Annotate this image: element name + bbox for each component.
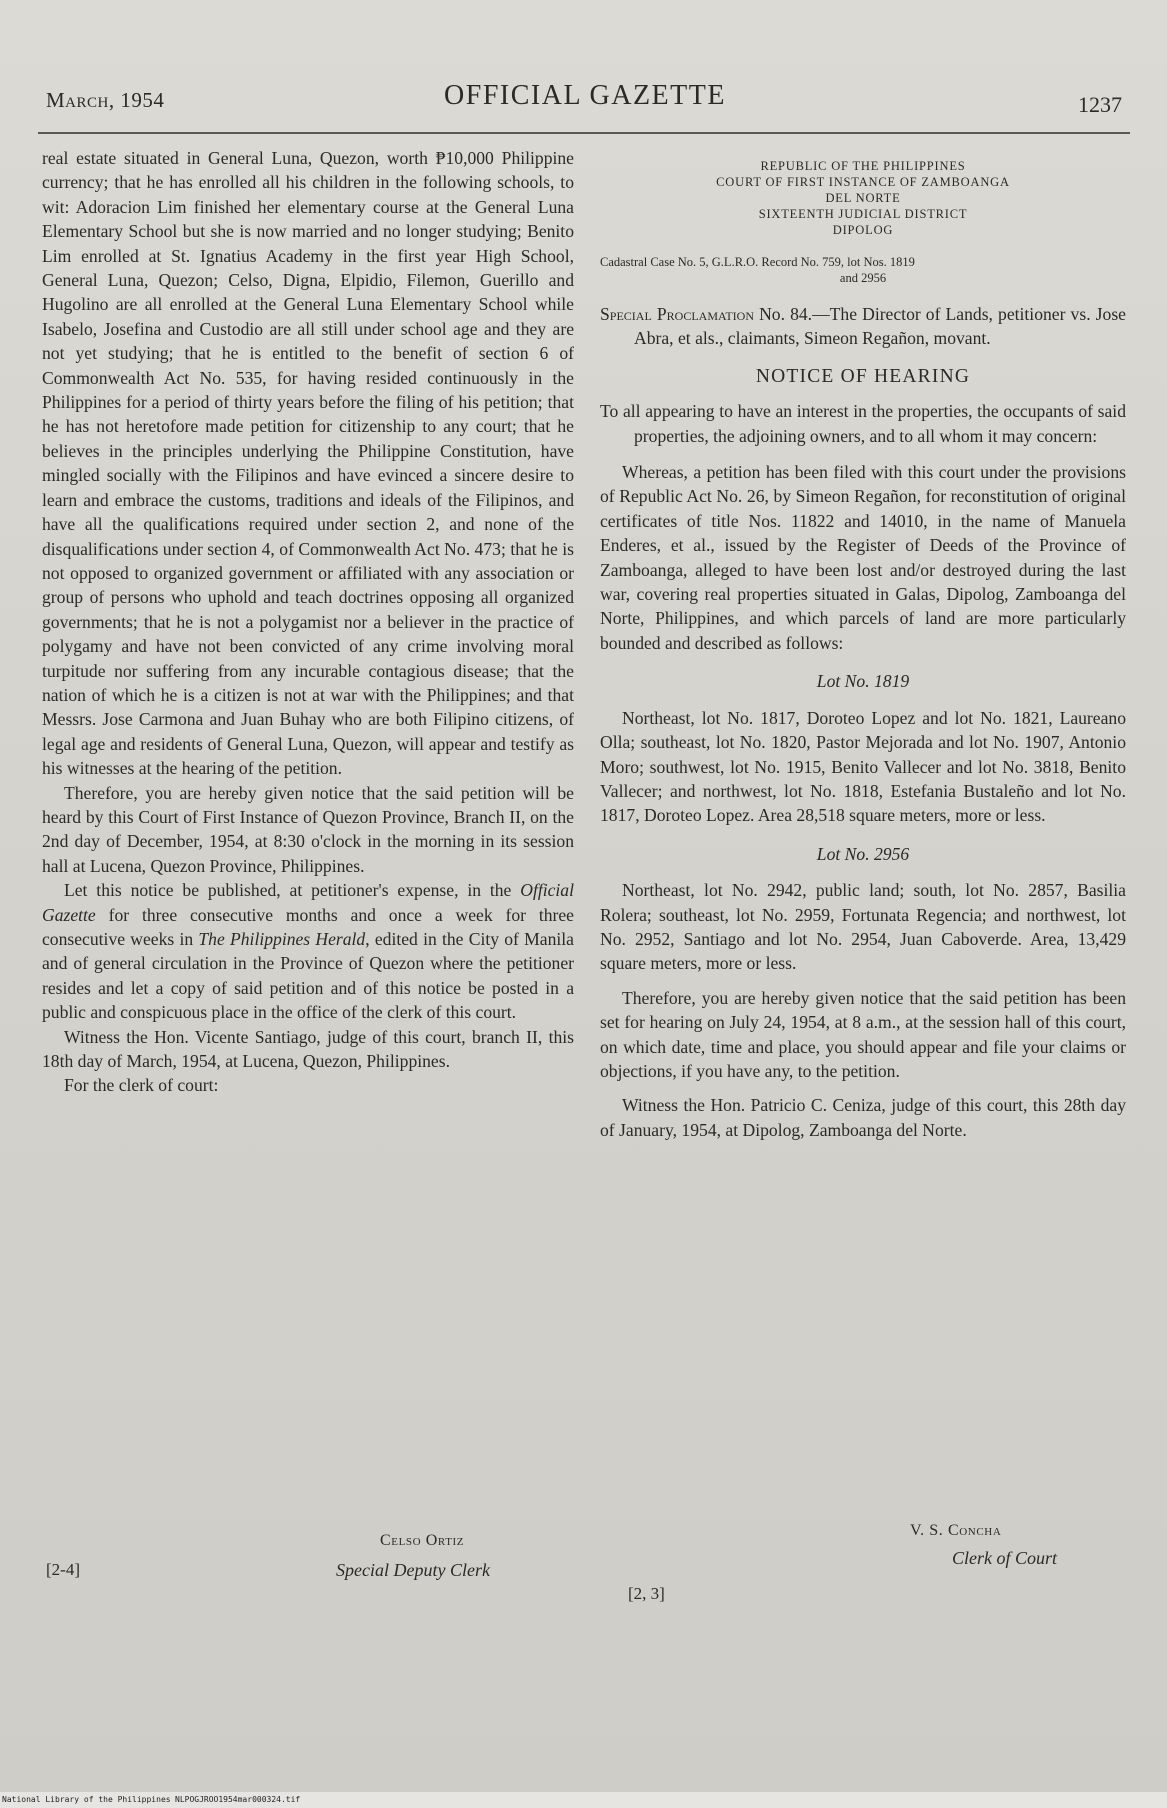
lot-description: Northeast, lot No. 2942, public land; south, lot No. 2857, Basilia Rolera; southeast, lot No. 2959, Fortunata Regencia; and northwest, lot No. 2952, Santiago and lot No. 2954, Juan Caboverde. Area, 13,429 square meters, more or less. (600, 880, 1126, 974)
page-number: 1237 (1078, 92, 1122, 117)
petition-paragraph: real estate situated in General Luna, Quezon, worth ₱10,000 Philippine currency; that he has enrolled all his children in the following schools, to wit: Adoracion Lim finished her elementary course at the General Luna Elementary School but she is now married and no longer studying; Benito Lim enrolled at St. Ignatius Academy in the first year High School, General Luna, Quezon; Celso, Digna, Elpidio, Filemon, Guerillo and Hugolino are all enrolled at the General Luna Elementary School while Isabelo, Josefina and Custodio are all still under school age and they are not yet studying; that he is entitled to the benefit of section 6 of Commonwealth Act No. 535, for having resided continuously in the Philippines for a period of thirty years before the filing of his petition; that he has not heretofore made petition for citizenship to any court; that he believes in the principles underlying the Philippine Constitution, have mingled socially with the Filipinos and have evinced a sincere desire to learn and embrace the customs, traditions and ideals of the Filipinos, and have all the qualifications required under section 2, and none of the disqualifications under section 4, of Commonwealth Act No. 473; that he is not opposed to organized government or affiliated with any association or group of persons who uphold and teach doctrines opposing all organized governments; that he is not a polygamist nor a believer in the practice of polygamy and have not been convicted of any crime involving moral turpitude nor suffering from any incurable contagious disease; that the nation of which he is a citizen is not at war with the Philippines; and that Messrs. Jose Carmona and Juan Buhay who are both Filipino citizens, of legal age and residents of General Luna, Quezon, will appear and testify as his witnesses at the hearing of the petition. (42, 148, 574, 779)
right-signer-name: V. S. Concha (910, 1522, 1002, 1539)
lot-heading: Lot No. 2956 (816, 843, 910, 864)
court-line: DIPOLOG (832, 223, 894, 237)
notice-paragraph: Therefore, you are hereby given notice that the said petition will be heard by this Court of First Instance of Quezon Province, Branch II, on the 2nd day of December, 1954, at 8:30 o'clock in the morning in its session hall at Lucena, Quezon Province, Philippines. (42, 782, 574, 876)
publication-paragraph (42, 878, 574, 1024)
whereas-paragraph: Whereas, a petition has been filed with this court under the provisions of Republic Act No. 26, by Simeon Regañon, for reconstitution of original certificates of title Nos. 11822 and 14010, in the name of Manuela Enderes, et al., issued by the Register of Deeds of the Province of Zamboanga, alleged to have been lost and/or destroyed during the last war, covering real properties situated in Galas, Dipolog, Zamboanga del Norte, Philippines, and which parcels of land are more particularly bounded and described as follows: (600, 462, 1126, 653)
right-signer-title: Clerk of Court (952, 1548, 1058, 1568)
publication-text-e: , edited in the City of Manila and of general circulation in the Province of Quezon where the petitioner resides and let a copy of said petition and of this notice be posted in a public and conspicuous place in the office of the clerk of this court. (42, 929, 574, 1023)
court-line: SIXTEENTH JUDICIAL DISTRICT (758, 207, 968, 221)
clerk-line: For the clerk of court: (64, 1075, 219, 1096)
hearing-paragraph: Therefore, you are hereby given notice that the said petition has been set for hearing on July 24, 1954, at 8 a.m., at the session hall of this court, on which date, time and place, you should appear and file your claims or objections, if you have any, to the petition. (600, 987, 1126, 1081)
header-rule (38, 132, 1130, 134)
herald-title: The Philippines Herald (198, 929, 366, 949)
right-column (600, 158, 1126, 1142)
left-signer-name: Celso Ortiz (380, 1532, 465, 1549)
scan-filename: NLPOGJROO1954mar000324.tif (175, 1795, 301, 1804)
right-reference: [2, 3] (628, 1584, 665, 1603)
lot-heading: Lot No. 1819 (816, 671, 910, 692)
publication-text-a: Let this notice be published, at petitioner's expense, in the (64, 880, 521, 901)
publication-title: OFFICIAL GAZETTE (444, 80, 726, 111)
witness-paragraph: Witness the Hon. Vicente Santiago, judge of this court, branch II, this 18th day of March, 1954, at Lucena, Quezon, Philippines. (42, 1026, 574, 1072)
case-line: Cadastral Case No. 5, G.L.R.O. Record No. 759, lot Nos. 1819 (600, 255, 915, 269)
page-header (40, 78, 1130, 118)
case-line-continued: and 2956 (839, 271, 887, 285)
notice-title: NOTICE OF HEARING (755, 365, 971, 387)
court-line: DEL NORTE (825, 191, 901, 205)
left-signer-title: Special Deputy Clerk (336, 1560, 490, 1580)
address-paragraph: To all appearing to have an interest in the properties, the occupants of said properties, the adjoining owners, and to all whom it may concern: (600, 401, 1126, 446)
issue-date: March, 1954 (46, 88, 165, 112)
proclamation (600, 302, 1126, 351)
witness-paragraph: Witness the Hon. Patricio C. Ceniza, judge of this court, this 28th day of January, 1954, at Dipolog, Zamboanga del Norte. (600, 1095, 1126, 1140)
proclamation-text: No. 84.—The Director of Lands, petitioner vs. Jose Abra, et als., claimants, Simeon Regañon, movant. (634, 304, 1126, 349)
official-gazette-title: Official Gazette (42, 880, 574, 925)
scan-footer (0, 1792, 1167, 1808)
left-reference: [2-4] (46, 1560, 80, 1579)
proclamation-label: Special Proclamation (600, 304, 754, 324)
lot-description: Northeast, lot No. 1817, Doroteo Lopez and lot No. 1821, Laureano Olla; southeast, lot No. 1820, Pastor Mejorada and lot No. 1907, Antonio Moro; southwest, lot No. 1915, Benito Vallecer and lot No. 3818, Benito Vallecer; and northwest, lot No. 1818, Estefania Bustaleño and lot No. 1817, Doroteo Lopez. Area 28,518 square meters, more or less. (600, 707, 1126, 826)
publication-text-c: for three consecutive months and once a week for three consecutive weeks in (42, 904, 574, 949)
library-credit: National Library of the Philippines (2, 1795, 171, 1804)
left-column (42, 146, 574, 1098)
court-line: REPUBLIC OF THE PHILIPPINES (760, 159, 966, 173)
court-line: COURT OF FIRST INSTANCE OF ZAMBOANGA (716, 175, 1010, 189)
